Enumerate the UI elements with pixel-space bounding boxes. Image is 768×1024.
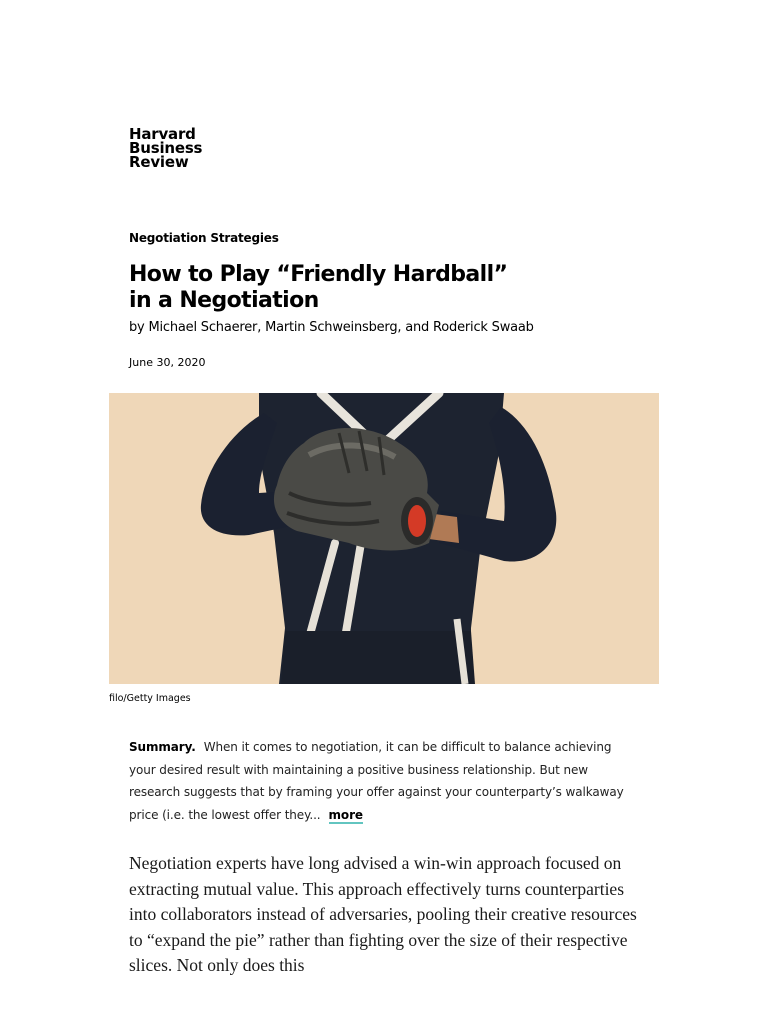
article-byline: by Michael Schaerer, Martin Schweinsberg, and Roderick Swaab xyxy=(129,320,534,335)
more-link[interactable]: more xyxy=(328,807,363,822)
hero-image xyxy=(109,393,659,684)
summary-text: When it comes to negotiation, it can be difficult to balance achieving your desired result with maintaining a positive business relationship. But new research suggests that by framing your offer against your counterparty’s walkaway price (i.e. the lowest offer they... xyxy=(129,740,624,822)
hero-illustration xyxy=(109,393,659,684)
logo-line-1: Harvard xyxy=(129,125,196,143)
article-summary xyxy=(129,736,639,826)
article-date: June 30, 2020 xyxy=(129,356,206,369)
article-title: How to Play “Friendly Hardball” in a Negotiation xyxy=(129,262,508,313)
hbr-logo[interactable] xyxy=(129,127,202,169)
topic-link[interactable]: Negotiation Strategies xyxy=(129,231,279,245)
article-body: Negotiation experts have long advised a win-win approach focused on extracting mutual value. This approach effectively turns counterparties into collaborators instead of adversaries, pooling their creative resources to “expand the pie” rather than fighting over the size of their respective slices. Not only does this xyxy=(129,853,637,975)
summary-label: Summary. xyxy=(129,740,196,754)
logo-line-2: Business xyxy=(129,139,203,157)
image-credit: filo/Getty Images xyxy=(109,693,191,704)
logo-line-3: Review xyxy=(129,153,189,171)
